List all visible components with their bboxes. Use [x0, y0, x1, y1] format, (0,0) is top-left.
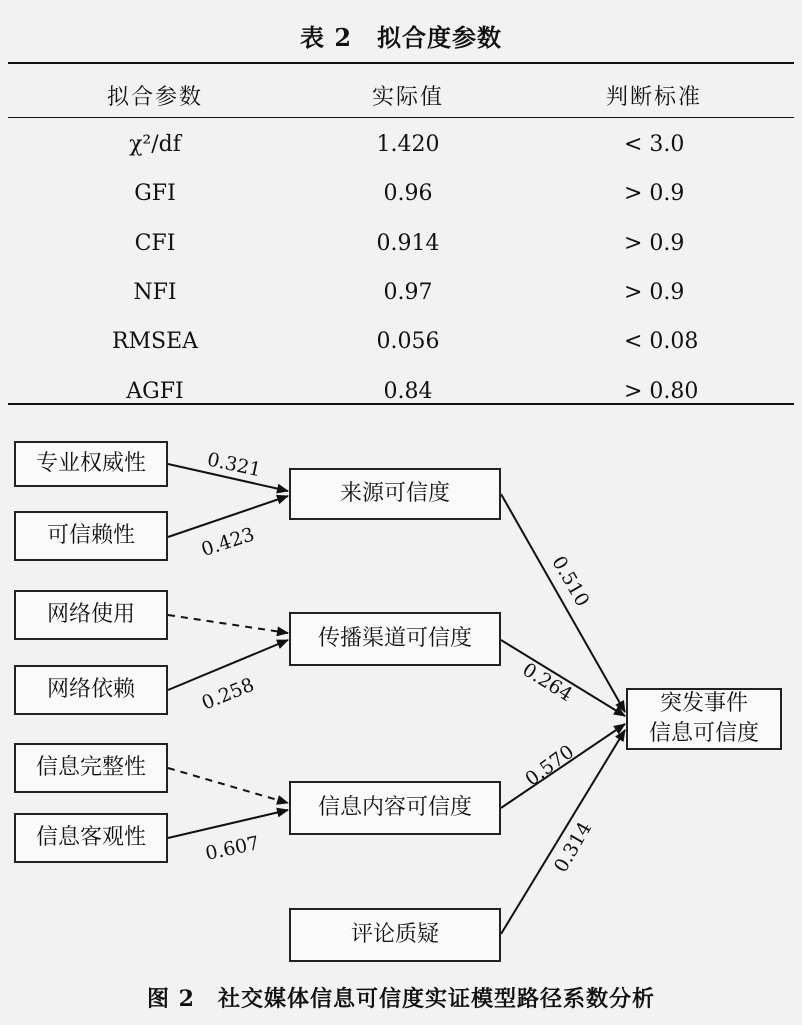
coef-content-outcome: 0.570: [521, 740, 579, 791]
cell-criterion: < 0.08: [624, 329, 699, 355]
node-comment-query: 评论质疑: [289, 908, 501, 962]
coef-objectivity-content: 0.607: [203, 832, 262, 865]
coef-channel-outcome: 0.264: [518, 658, 577, 707]
coef-source-outcome: 0.510: [547, 552, 594, 611]
cell-param: CFI: [134, 230, 176, 256]
node-channel-credibility: 传播渠道可信度: [289, 612, 501, 666]
node-outcome-line1: 突发事件: [659, 691, 748, 717]
path-objectivity-content: [168, 810, 288, 838]
node-objectivity: 信息客观性: [14, 813, 168, 863]
node-outcome: [626, 688, 782, 750]
node-network-dependence: 网络依赖: [14, 665, 168, 715]
header-criterion: 判断标准: [605, 84, 702, 110]
cell-value: 0.96: [383, 181, 433, 207]
node-expertise: 专业权威性: [14, 441, 168, 487]
node-completeness: 信息完整性: [14, 743, 168, 793]
cell-value: 0.914: [376, 230, 440, 256]
table-title: 表 2 拟合度参数: [299, 23, 503, 52]
node-content-credibility: 信息内容可信度: [289, 781, 501, 835]
node-source-credibility: 来源可信度: [289, 468, 501, 520]
header-value: 实际值: [371, 84, 444, 110]
header-param: 拟合参数: [106, 84, 203, 110]
node-reliability: 可信赖性: [14, 511, 168, 561]
cell-value: 0.84: [383, 378, 433, 404]
cell-param: RMSEA: [111, 329, 199, 355]
coef-dependence-channel: 0.258: [198, 673, 258, 715]
path-completeness-content: [168, 768, 288, 803]
cell-criterion: > 0.9: [624, 230, 685, 256]
path-network-use-channel: [168, 615, 288, 633]
cell-value: 0.97: [383, 280, 433, 306]
cell-param: NFI: [133, 280, 177, 306]
cell-criterion: > 0.9: [624, 181, 685, 207]
cell-value: 0.056: [376, 329, 440, 355]
coef-comment-outcome: 0.314: [549, 818, 597, 877]
cell-param: AGFI: [126, 378, 184, 404]
figure-caption: 图 2 社交媒体信息可信度实证模型路径系数分析: [147, 986, 655, 1012]
node-outcome-line2: 信息可信度: [648, 721, 759, 746]
cell-param: χ²/df: [129, 132, 181, 158]
cell-criterion: > 0.80: [624, 378, 699, 404]
cell-param: GFI: [134, 181, 176, 207]
coef-reliability-source: 0.423: [198, 523, 258, 562]
node-network-use: 网络使用: [14, 590, 168, 640]
cell-value: 1.420: [376, 132, 440, 158]
cell-criterion: > 0.9: [624, 280, 685, 306]
coef-expertise-source: 0.321: [205, 448, 264, 482]
cell-criterion: < 3.0: [624, 132, 685, 158]
